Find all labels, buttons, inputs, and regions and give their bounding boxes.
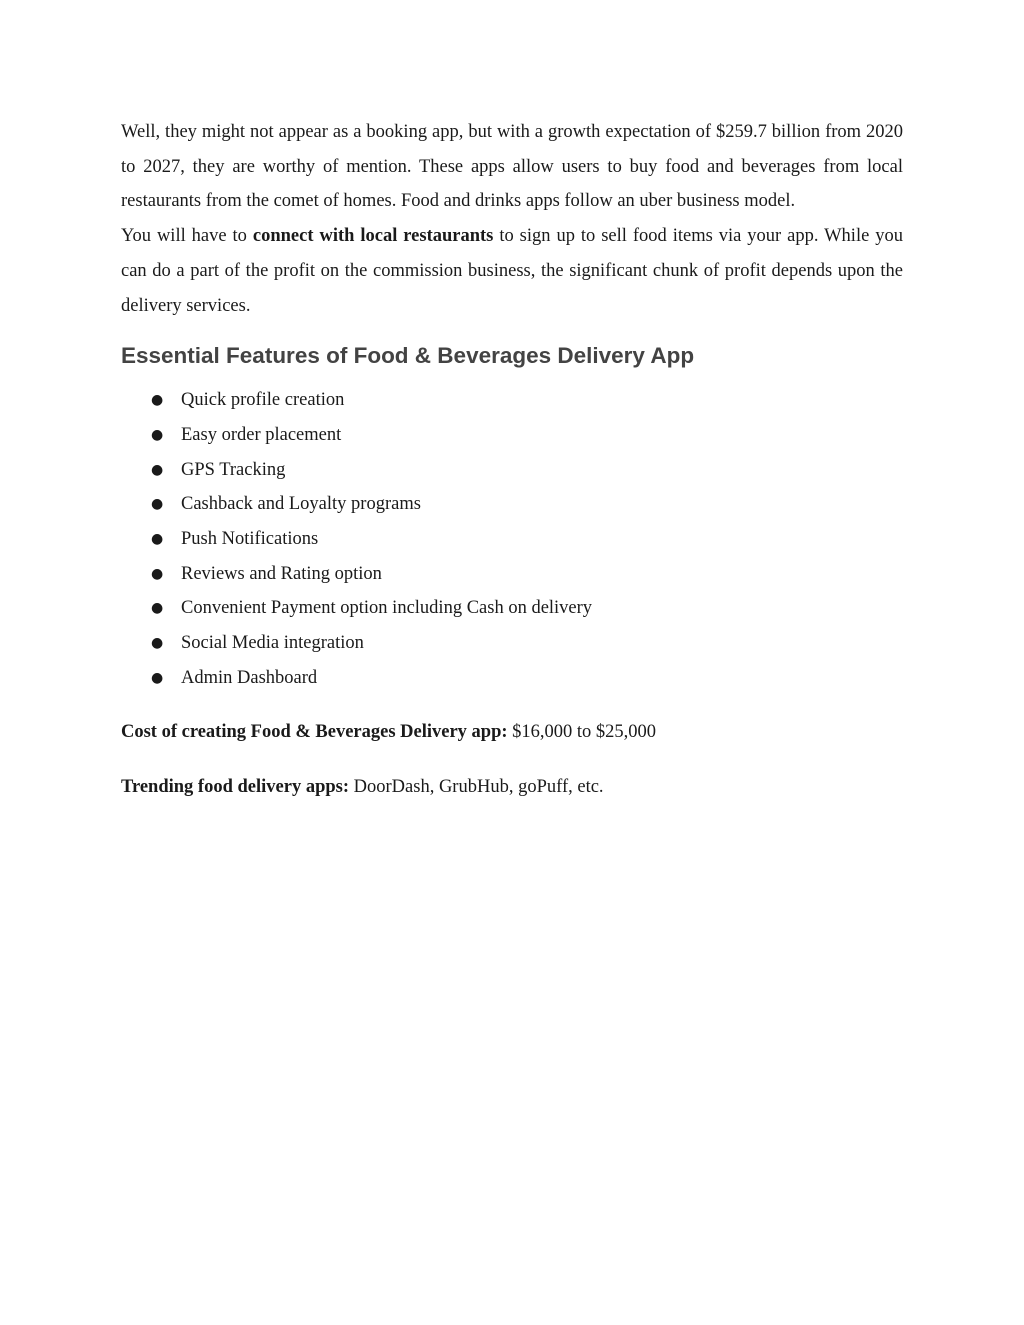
bullet-icon: ●: [151, 461, 164, 478]
bullet-icon: ●: [151, 496, 164, 513]
section-heading: Essential Features of Food & Beverages Delivery App: [121, 343, 695, 369]
feature-list: [121, 383, 903, 695]
list-item: [121, 626, 903, 661]
document-page: [121, 115, 903, 805]
bullet-icon: ●: [151, 392, 164, 409]
feature-label: Quick profile creation: [181, 390, 345, 411]
feature-label: Reviews and Rating option: [181, 563, 382, 584]
list-item: [121, 487, 903, 522]
feature-label: Convenient Payment option including Cash on delivery: [181, 598, 593, 619]
cost-value: $16,000 to $25,000: [507, 722, 657, 743]
bullet-icon: ●: [151, 426, 164, 443]
bullet-icon: ●: [151, 565, 164, 582]
list-item: [121, 557, 903, 592]
trending-apps-line: [121, 770, 903, 805]
list-item: [121, 418, 903, 453]
feature-label: GPS Tracking: [181, 459, 286, 480]
intro-paragraph-2: [121, 219, 903, 323]
intro-paragraph-2-end: to sign up to sell food items via your app. While you can do a part of the profit on the commission business, the significant chunk of profit depends upon the delivery services.: [121, 226, 903, 316]
list-item: [121, 522, 903, 557]
bullet-icon: ●: [151, 530, 164, 547]
feature-label: Social Media integration: [181, 633, 364, 654]
bullet-icon: ●: [151, 635, 164, 652]
cost-label: Cost of creating Food & Beverages Delivery app:: [121, 722, 508, 743]
cost-line: [121, 715, 903, 750]
intro-paragraph-1: Well, they might not appear as a booking app, but with a growth expectation of $259.7 billion from 2020 to 2027, they are worthy of mention. These apps allow users to buy food and beverages from local restaurants from the comet of homes. Food and drinks apps follow an uber business model.: [121, 122, 903, 212]
intro-paragraph-2-emphasis: connect with local restaurants: [252, 226, 494, 247]
list-item: [121, 661, 903, 696]
list-item: [121, 591, 903, 626]
feature-label: Cashback and Loyalty programs: [181, 494, 421, 515]
trending-apps-label: Trending food delivery apps:: [121, 777, 350, 798]
feature-label: Easy order placement: [181, 424, 342, 445]
bullet-icon: ●: [151, 669, 164, 686]
trending-apps-value: DoorDash, GrubHub, goPuff, etc.: [349, 777, 604, 798]
feature-label: Admin Dashboard: [181, 667, 318, 688]
intro-paragraph-2-start: You will have to: [121, 226, 253, 247]
feature-label: Push Notifications: [181, 528, 319, 549]
bullet-icon: ●: [151, 600, 164, 617]
list-item: [121, 453, 903, 488]
list-item: [121, 383, 903, 418]
